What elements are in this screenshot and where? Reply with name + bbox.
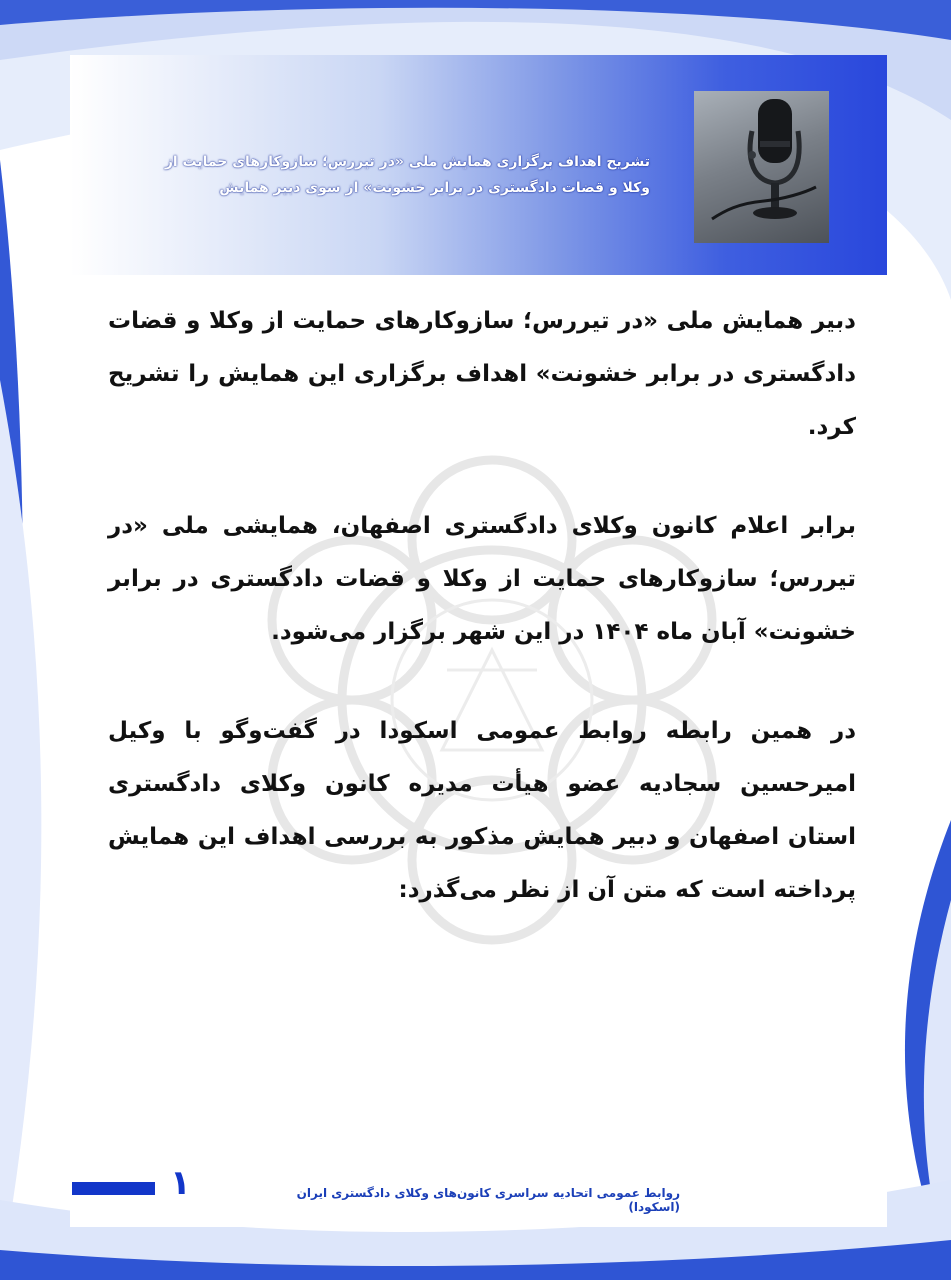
paragraph-3: در همین رابطه روابط عمومی اسکودا در گفت‌وگو با وکیل امیرحسین سجادیه عضو هیأت مدیره کانون وکلای دادگستری استان اصفهان و دبیر همایش مذکور به بررسی اهداف این همایش پرداخته است که متن آن از نظر می‌گذرد: [108,718,856,903]
page-number: ۱ [170,1163,191,1203]
paragraph-1: دبیر همایش ملی «در تیررس؛ سازوکارهای حمایت از وکلا و قضات دادگستری در برابر خشونت» اهداف برگزاری این همایش را تشریح کرد. [108,308,856,440]
microphone-icon [694,91,829,243]
header-title: تشریح اهداف برگزاری همایش ملی «در تیررس؛ سازوکارهای حمایت از وکلا و قضات دادگستری در برابر خشونت» از سوی دبیر همایش [164,154,650,196]
article-body [108,295,856,963]
paragraph-2: برابر اعلام کانون وکلای دادگستری اصفهان، همایشی ملی «در تیررس؛ سازوکارهای حمایت از وکلا و قضات دادگستری در برابر خشونت» آبان ماه ۱۴۰۴ در این شهر برگزار می‌شود. [108,513,856,645]
document-page [70,55,887,1227]
footer-accent-bar [72,1182,155,1195]
footer-organization: روابط عمومی اتحادیه سراسری کانون‌های وکلای دادگستری ایران (اسکودا) [296,1186,680,1214]
header-banner [70,55,887,275]
